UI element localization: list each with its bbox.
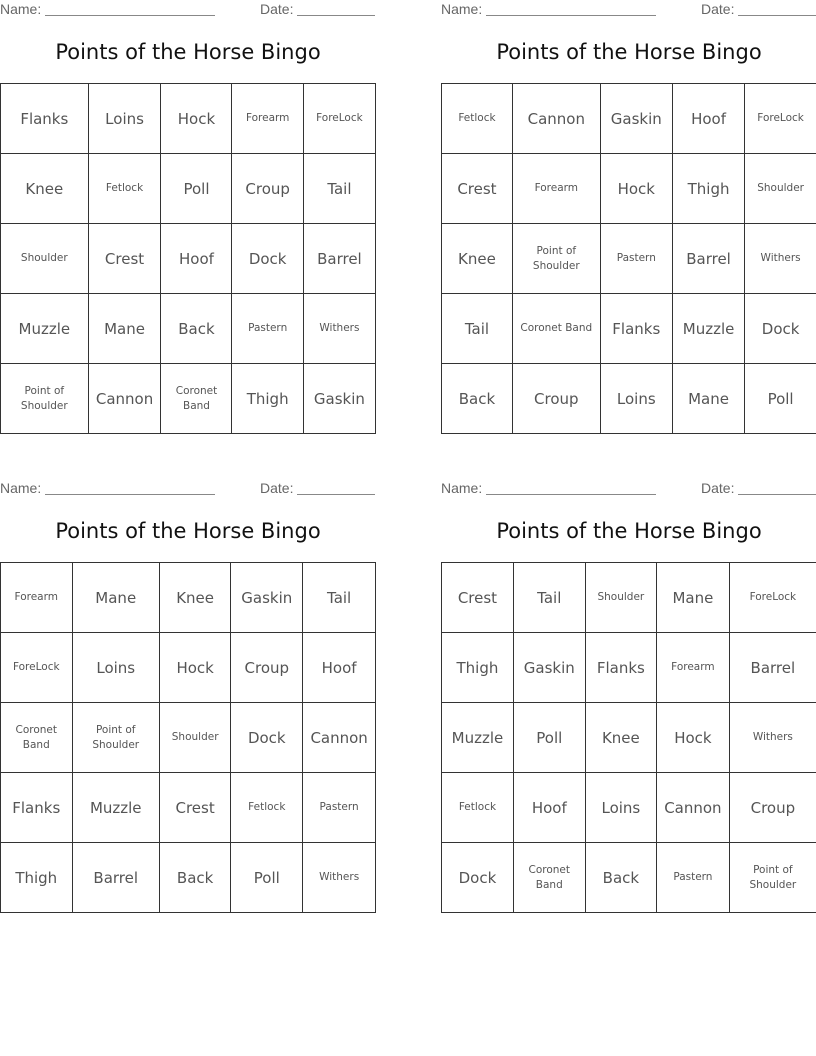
date-label: Date: xyxy=(260,1,294,17)
bingo-cell[interactable]: Croup xyxy=(231,633,303,703)
bingo-cell[interactable]: Hock xyxy=(161,84,232,154)
bingo-cell[interactable]: Mane xyxy=(672,364,744,434)
name-field[interactable] xyxy=(441,480,656,496)
bingo-cell[interactable]: Loins xyxy=(585,773,656,843)
bingo-cell[interactable]: Dock xyxy=(442,843,514,913)
bingo-row xyxy=(1,633,376,703)
date-line[interactable] xyxy=(297,480,375,495)
name-label: Name: xyxy=(441,480,483,496)
bingo-row xyxy=(442,224,816,294)
bingo-cell[interactable]: Mane xyxy=(88,294,161,364)
name-field[interactable] xyxy=(0,480,215,496)
bingo-cell[interactable]: Back xyxy=(161,294,232,364)
date-field[interactable] xyxy=(701,480,816,496)
date-line[interactable] xyxy=(297,1,375,16)
bingo-cell[interactable]: ForeLock xyxy=(1,633,73,703)
bingo-cell[interactable]: Forearm xyxy=(1,563,73,633)
bingo-grid xyxy=(0,83,376,434)
bingo-cell[interactable]: Pastern xyxy=(303,773,376,843)
bingo-cell[interactable]: Hoof xyxy=(672,84,744,154)
name-date-header xyxy=(441,1,816,21)
bingo-cell[interactable]: Crest xyxy=(442,154,513,224)
bingo-cell[interactable]: Knee xyxy=(442,224,513,294)
bingo-cell[interactable]: Knee xyxy=(159,563,230,633)
card-title: Points of the Horse Bingo xyxy=(55,40,321,64)
name-date-header xyxy=(0,1,376,21)
bingo-cell[interactable]: Crest xyxy=(88,224,161,294)
bingo-cell[interactable]: Thigh xyxy=(1,843,73,913)
bingo-cell[interactable]: Hock xyxy=(159,633,230,703)
bingo-row xyxy=(442,773,816,843)
bingo-cell[interactable]: Hoof xyxy=(513,773,585,843)
bingo-cell[interactable]: Cannon xyxy=(657,773,730,843)
bingo-cell[interactable]: Pastern xyxy=(232,294,303,364)
bingo-cell[interactable]: Point of Shoulder xyxy=(1,364,89,434)
bingo-cell[interactable]: Thigh xyxy=(442,633,514,703)
bingo-cell[interactable]: Shoulder xyxy=(159,703,230,773)
bingo-cell[interactable]: Flanks xyxy=(600,294,672,364)
bingo-cell[interactable]: Flanks xyxy=(1,84,89,154)
bingo-cell[interactable]: Coronet Band xyxy=(161,364,232,434)
card-title: Points of the Horse Bingo xyxy=(496,40,762,64)
bingo-cell[interactable]: Back xyxy=(442,364,513,434)
bingo-cell[interactable]: Knee xyxy=(585,703,656,773)
bingo-cell[interactable]: Coronet Band xyxy=(513,843,585,913)
bingo-row xyxy=(442,364,816,434)
bingo-cell[interactable]: Forearm xyxy=(232,84,303,154)
bingo-cell[interactable]: Barrel xyxy=(303,224,375,294)
bingo-cell[interactable]: Mane xyxy=(657,563,730,633)
name-date-header xyxy=(0,480,376,500)
bingo-cell[interactable]: Withers xyxy=(745,224,816,294)
bingo-row xyxy=(1,154,376,224)
bingo-cell[interactable]: Gaskin xyxy=(231,563,303,633)
bingo-cell[interactable]: Shoulder xyxy=(1,224,89,294)
bingo-cell[interactable]: Shoulder xyxy=(745,154,816,224)
bingo-row xyxy=(442,563,816,633)
bingo-row xyxy=(1,843,376,913)
bingo-cell[interactable]: Fetlock xyxy=(88,154,161,224)
bingo-grid xyxy=(441,562,816,913)
bingo-row xyxy=(1,84,376,154)
bingo-cell[interactable]: Gaskin xyxy=(303,364,375,434)
bingo-cell[interactable]: Gaskin xyxy=(513,633,585,703)
bingo-cell[interactable]: Cannon xyxy=(303,703,376,773)
bingo-cell[interactable]: Fetlock xyxy=(442,773,514,843)
bingo-cell[interactable]: Croup xyxy=(232,154,303,224)
bingo-cell[interactable]: Tail xyxy=(303,154,375,224)
bingo-cell[interactable]: Muzzle xyxy=(72,773,159,843)
bingo-cell[interactable]: Croup xyxy=(512,364,600,434)
bingo-row xyxy=(442,843,816,913)
bingo-cell[interactable]: Crest xyxy=(442,563,514,633)
bingo-cell[interactable]: Cannon xyxy=(88,364,161,434)
bingo-cell[interactable]: Point of Shoulder xyxy=(729,843,816,913)
name-field[interactable] xyxy=(0,1,215,17)
bingo-row xyxy=(1,563,376,633)
bingo-cell[interactable]: Point of Shoulder xyxy=(512,224,600,294)
bingo-cell[interactable]: Gaskin xyxy=(600,84,672,154)
bingo-row xyxy=(442,294,816,364)
bingo-cell[interactable]: Pastern xyxy=(600,224,672,294)
name-date-header xyxy=(441,480,816,500)
bingo-grid xyxy=(0,562,376,913)
bingo-cell[interactable]: Croup xyxy=(729,773,816,843)
date-field[interactable] xyxy=(701,1,816,17)
card-title: Points of the Horse Bingo xyxy=(55,519,321,543)
name-line[interactable] xyxy=(486,480,656,495)
bingo-cell[interactable]: Tail xyxy=(442,294,513,364)
bingo-cell[interactable]: Coronet Band xyxy=(512,294,600,364)
bingo-cell[interactable]: Poll xyxy=(513,703,585,773)
bingo-cell[interactable]: Dock xyxy=(745,294,816,364)
bingo-cell[interactable]: Cannon xyxy=(512,84,600,154)
bingo-row xyxy=(442,84,816,154)
bingo-cell[interactable]: Muzzle xyxy=(1,294,89,364)
name-line[interactable] xyxy=(486,1,656,16)
card-title: Points of the Horse Bingo xyxy=(496,519,762,543)
bingo-cell[interactable]: Dock xyxy=(231,703,303,773)
bingo-cell[interactable]: Fetlock xyxy=(442,84,513,154)
bingo-cell[interactable]: Muzzle xyxy=(672,294,744,364)
bingo-cell[interactable]: Loins xyxy=(88,84,161,154)
bingo-row xyxy=(442,154,816,224)
name-label: Name: xyxy=(0,480,42,496)
date-field[interactable] xyxy=(260,480,375,496)
bingo-cell[interactable]: Forearm xyxy=(512,154,600,224)
bingo-cell[interactable]: Flanks xyxy=(585,633,656,703)
bingo-grid xyxy=(441,83,816,434)
bingo-cell[interactable]: Poll xyxy=(745,364,816,434)
bingo-row xyxy=(1,773,376,843)
bingo-cell[interactable]: Barrel xyxy=(729,633,816,703)
bingo-cell[interactable]: Thigh xyxy=(232,364,303,434)
bingo-cell[interactable]: Loins xyxy=(72,633,159,703)
bingo-row xyxy=(1,703,376,773)
date-line[interactable] xyxy=(738,480,816,495)
bingo-cell[interactable]: Fetlock xyxy=(231,773,303,843)
name-line[interactable] xyxy=(45,1,215,16)
name-label: Name: xyxy=(441,1,483,17)
bingo-cell[interactable]: Mane xyxy=(72,563,159,633)
bingo-cell[interactable]: Forearm xyxy=(657,633,730,703)
date-field[interactable] xyxy=(260,1,375,17)
bingo-cell[interactable]: Back xyxy=(585,843,656,913)
bingo-cell[interactable]: Hock xyxy=(600,154,672,224)
bingo-cell[interactable]: Tail xyxy=(513,563,585,633)
bingo-row xyxy=(1,224,376,294)
bingo-cell[interactable]: Barrel xyxy=(672,224,744,294)
bingo-cell[interactable]: Barrel xyxy=(72,843,159,913)
bingo-cell[interactable]: Shoulder xyxy=(585,563,656,633)
bingo-cell[interactable]: Dock xyxy=(232,224,303,294)
bingo-cell[interactable]: Poll xyxy=(231,843,303,913)
bingo-row xyxy=(442,633,816,703)
name-field[interactable] xyxy=(441,1,656,17)
date-label: Date: xyxy=(701,1,735,17)
bingo-cell[interactable]: Withers xyxy=(303,843,376,913)
bingo-cell[interactable]: Back xyxy=(159,843,230,913)
bingo-row xyxy=(1,364,376,434)
date-label: Date: xyxy=(260,480,294,496)
bingo-cell[interactable]: Poll xyxy=(161,154,232,224)
date-line[interactable] xyxy=(738,1,816,16)
bingo-cell[interactable]: Coronet Band xyxy=(1,703,73,773)
bingo-row xyxy=(442,703,816,773)
bingo-cell[interactable]: Withers xyxy=(729,703,816,773)
bingo-cell[interactable]: ForeLock xyxy=(303,84,375,154)
bingo-cell[interactable]: Crest xyxy=(159,773,230,843)
bingo-cell[interactable]: Thigh xyxy=(672,154,744,224)
bingo-cell[interactable]: Knee xyxy=(1,154,89,224)
bingo-cell[interactable]: Pastern xyxy=(657,843,730,913)
bingo-cell[interactable]: Point of Shoulder xyxy=(72,703,159,773)
bingo-row xyxy=(1,294,376,364)
bingo-cell[interactable]: Loins xyxy=(600,364,672,434)
bingo-cell[interactable]: Hock xyxy=(657,703,730,773)
bingo-cell[interactable]: ForeLock xyxy=(745,84,816,154)
date-label: Date: xyxy=(701,480,735,496)
bingo-cell[interactable]: Flanks xyxy=(1,773,73,843)
bingo-cell[interactable]: Tail xyxy=(303,563,376,633)
bingo-cell[interactable]: Hoof xyxy=(303,633,376,703)
bingo-cell[interactable]: ForeLock xyxy=(729,563,816,633)
name-label: Name: xyxy=(0,1,42,17)
name-line[interactable] xyxy=(45,480,215,495)
bingo-cell[interactable]: Muzzle xyxy=(442,703,514,773)
bingo-cell[interactable]: Hoof xyxy=(161,224,232,294)
bingo-cell[interactable]: Withers xyxy=(303,294,375,364)
